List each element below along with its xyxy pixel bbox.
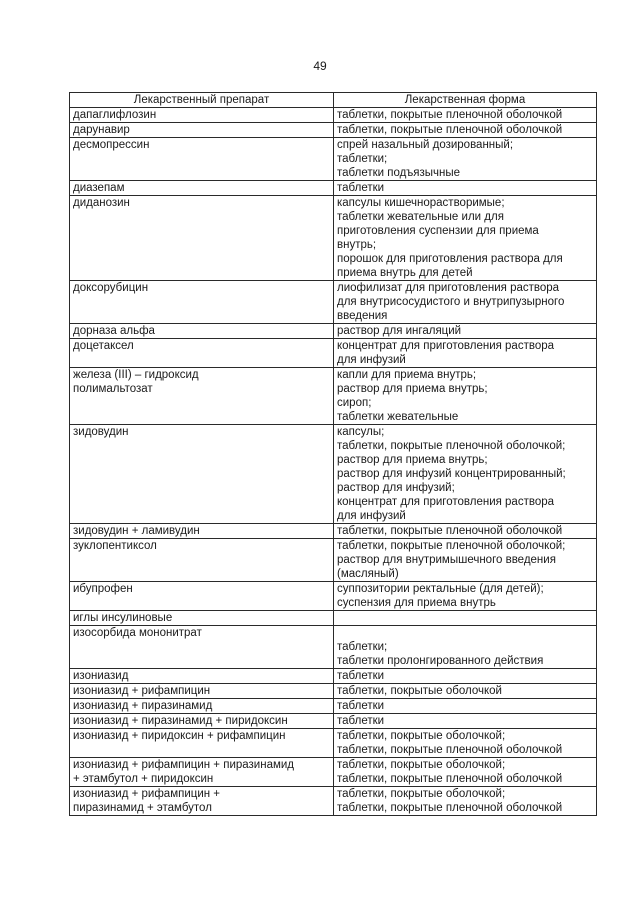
drug-name-line: диазепам [73,182,125,194]
drug-name-line: + этамбутол + пиридоксин [73,773,214,785]
drug-name-line: десмопрессин [73,139,150,151]
dosage-form-line: таблетки, покрытые оболочкой; [337,730,506,742]
drug-name-line: пиразинамид + этамбутол [73,802,212,814]
dosage-form-cell [334,699,597,714]
table-body [70,108,597,816]
table-row [70,324,597,339]
dosage-form-line: суппозитории ректальные (для детей); [337,583,544,595]
dosage-form-line: концентрат для приготовления раствора [337,496,555,508]
dosage-form-line: таблетки [337,715,385,727]
dosage-form-line: приема внутрь для детей [337,267,473,279]
dosage-form-line: сироп; [337,397,372,409]
drug-name-line: дорназа альфа [73,325,155,337]
drug-name-cell [70,123,334,138]
table-row [70,138,597,181]
dosage-form-line: таблетки, покрытые пленочной оболочкой [337,124,563,136]
dosage-form-line: таблетки; [337,153,388,165]
dosage-form-line: концентрат для приготовления раствора [337,340,555,352]
dosage-form-line: капсулы; [337,426,385,438]
drug-name-cell [70,339,334,368]
table-row [70,281,597,324]
drug-name-line: полимальтозат [73,383,153,395]
dosage-form-cell [334,138,597,181]
drug-name-line: доцетаксел [73,340,134,352]
dosage-form-line: таблетки, покрытые пленочной оболочкой; [337,440,566,452]
drug-name-line: изониазид [73,670,129,682]
table-row [70,524,597,539]
dosage-form-cell [334,539,597,582]
drug-name-cell [70,281,334,324]
dosage-form-line: таблетки, покрытые пленочной оболочкой [337,109,563,121]
dosage-form-cell [334,669,597,684]
dosage-form-line: для внутрисосудистого и внутрипузырного [337,296,565,308]
dosage-form-cell [334,729,597,758]
dosage-form-line: капли для приема внутрь; [337,369,477,381]
drug-name-cell [70,425,334,524]
dosage-form-line: таблетки жевательные [337,411,459,423]
table-row [70,425,597,524]
table-row [70,758,597,787]
dosage-form-line: таблетки подъязычные [337,167,461,179]
drug-name-cell [70,324,334,339]
drug-name-cell [70,699,334,714]
drug-name-cell [70,196,334,281]
dosage-form-line: приготовления суспензии для приема [337,225,539,237]
dosage-form-line: раствор для ингаляций [337,325,462,337]
drug-name-cell [70,684,334,699]
drug-name-line: изониазид + пиридоксин + рифампицин [73,730,286,742]
dosage-form-cell [334,181,597,196]
drug-table [69,92,597,816]
drug-name-line: зидовудин [73,426,129,438]
drug-name-line: изониазид + пиразинамид + пиридоксин [73,715,288,727]
dosage-form-cell [334,425,597,524]
table-row [70,684,597,699]
dosage-form-cell [334,123,597,138]
drug-name-cell [70,181,334,196]
dosage-form-cell [334,684,597,699]
drug-name-line: железа (III) – гидроксид [73,369,199,381]
drug-name-line: диданозин [73,197,130,209]
table-row [70,714,597,729]
column-header-drug: Лекарственный препарат [70,93,334,108]
drug-name-line: зидовудин + ламивудин [73,525,200,537]
dosage-form-line: лиофилизат для приготовления раствора [337,282,560,294]
dosage-form-cell [334,368,597,425]
dosage-form-cell [334,339,597,368]
dosage-form-line: таблетки [337,182,385,194]
table-row [70,196,597,281]
dosage-form-line: раствор для приема внутрь; [337,454,488,466]
drug-name-cell [70,729,334,758]
table-row [70,181,597,196]
dosage-form-line: раствор для внутримышечного введения [337,554,556,566]
table-row [70,611,597,626]
dosage-form-line: спрей назальный дозированный; [337,139,514,151]
dosage-form-cell [334,582,597,611]
drug-name-cell [70,138,334,181]
drug-name-cell [70,524,334,539]
dosage-form-line: таблетки [337,700,385,712]
table-row [70,123,597,138]
dosage-form-line: таблетки пролонгированного действия [337,655,544,667]
dosage-form-line [337,626,593,640]
dosage-form-cell [334,196,597,281]
dosage-form-line: таблетки, покрытые пленочной оболочкой [337,744,563,756]
dosage-form-cell [334,524,597,539]
drug-name-line: изониазид + рифампицин [73,685,211,697]
dosage-form-line: капсулы кишечнорастворимые; [337,197,505,209]
dosage-form-line: таблетки, покрытые пленочной оболочкой; [337,540,566,552]
drug-name-line: ибупрофен [73,583,133,595]
dosage-form-cell [334,758,597,787]
dosage-form-line: раствор для инфузий концентрированный; [337,468,566,480]
table-row [70,368,597,425]
drug-name-cell [70,539,334,582]
drug-name-line: доксорубицин [73,282,149,294]
drug-name-cell [70,669,334,684]
table-row [70,108,597,123]
dosage-form-line: для инфузий [337,354,406,366]
dosage-form-line: таблетки; [337,641,388,653]
dosage-form-line: таблетки, покрытые оболочкой; [337,788,506,800]
dosage-form-line: суспензия для приема внутрь [337,597,496,609]
dosage-form-line: раствор для инфузий; [337,482,455,494]
dosage-form-line: раствор для приема внутрь; [337,383,488,395]
dosage-form-line: внутрь; [337,239,377,251]
drug-name-line: изосорбида мононитрат [73,627,202,639]
table-row [70,626,597,669]
table-header-row [70,93,597,108]
drug-name-line: зуклопентиксол [73,540,157,552]
drug-name-cell [70,582,334,611]
dosage-form-cell [334,108,597,123]
dosage-form-line: таблетки, покрытые оболочкой; [337,759,506,771]
dosage-form-line: для инфузий [337,510,406,522]
table-row [70,729,597,758]
drug-name-line: иглы инсулиновые [73,612,173,624]
drug-name-line: дапаглифлозин [73,109,157,121]
table-row [70,699,597,714]
table-row [70,669,597,684]
drug-name-line: изониазид + рифампицин + пиразинамид [73,759,295,771]
dosage-form-cell [334,714,597,729]
dosage-form-cell [334,626,597,669]
drug-name-line: изониазид + пиразинамид [73,700,213,712]
dosage-form-cell [334,324,597,339]
dosage-form-line: таблетки, покрытые пленочной оболочкой [337,525,563,537]
dosage-form-line: введения [337,310,388,322]
dosage-form-line: таблетки, покрытые пленочной оболочкой [337,802,563,814]
dosage-form-line: таблетки жевательные или для [337,211,504,223]
table-row [70,787,597,816]
table-row [70,539,597,582]
column-header-form: Лекарственная форма [334,93,597,108]
drug-name-cell [70,787,334,816]
drug-name-cell [70,108,334,123]
dosage-form-line: порошок для приготовления раствора для [337,253,563,265]
drug-name-cell [70,626,334,669]
dosage-form-cell [334,787,597,816]
dosage-form-line: (масляный) [337,568,399,580]
dosage-form-line: таблетки [337,670,385,682]
drug-name-cell [70,758,334,787]
dosage-form-line: таблетки, покрытые пленочной оболочкой [337,773,563,785]
table-row [70,339,597,368]
drug-name-cell [70,714,334,729]
dosage-form-line: таблетки, покрытые оболочкой [337,685,502,697]
table-row [70,582,597,611]
dosage-form-cell [334,281,597,324]
drug-name-line: дарунавир [73,124,130,136]
drug-name-cell [70,611,334,626]
dosage-form-cell [334,611,597,626]
drug-name-cell [70,368,334,425]
drug-name-line: изониазид + рифампицин + [73,788,221,800]
page-number: 49 [313,59,327,73]
